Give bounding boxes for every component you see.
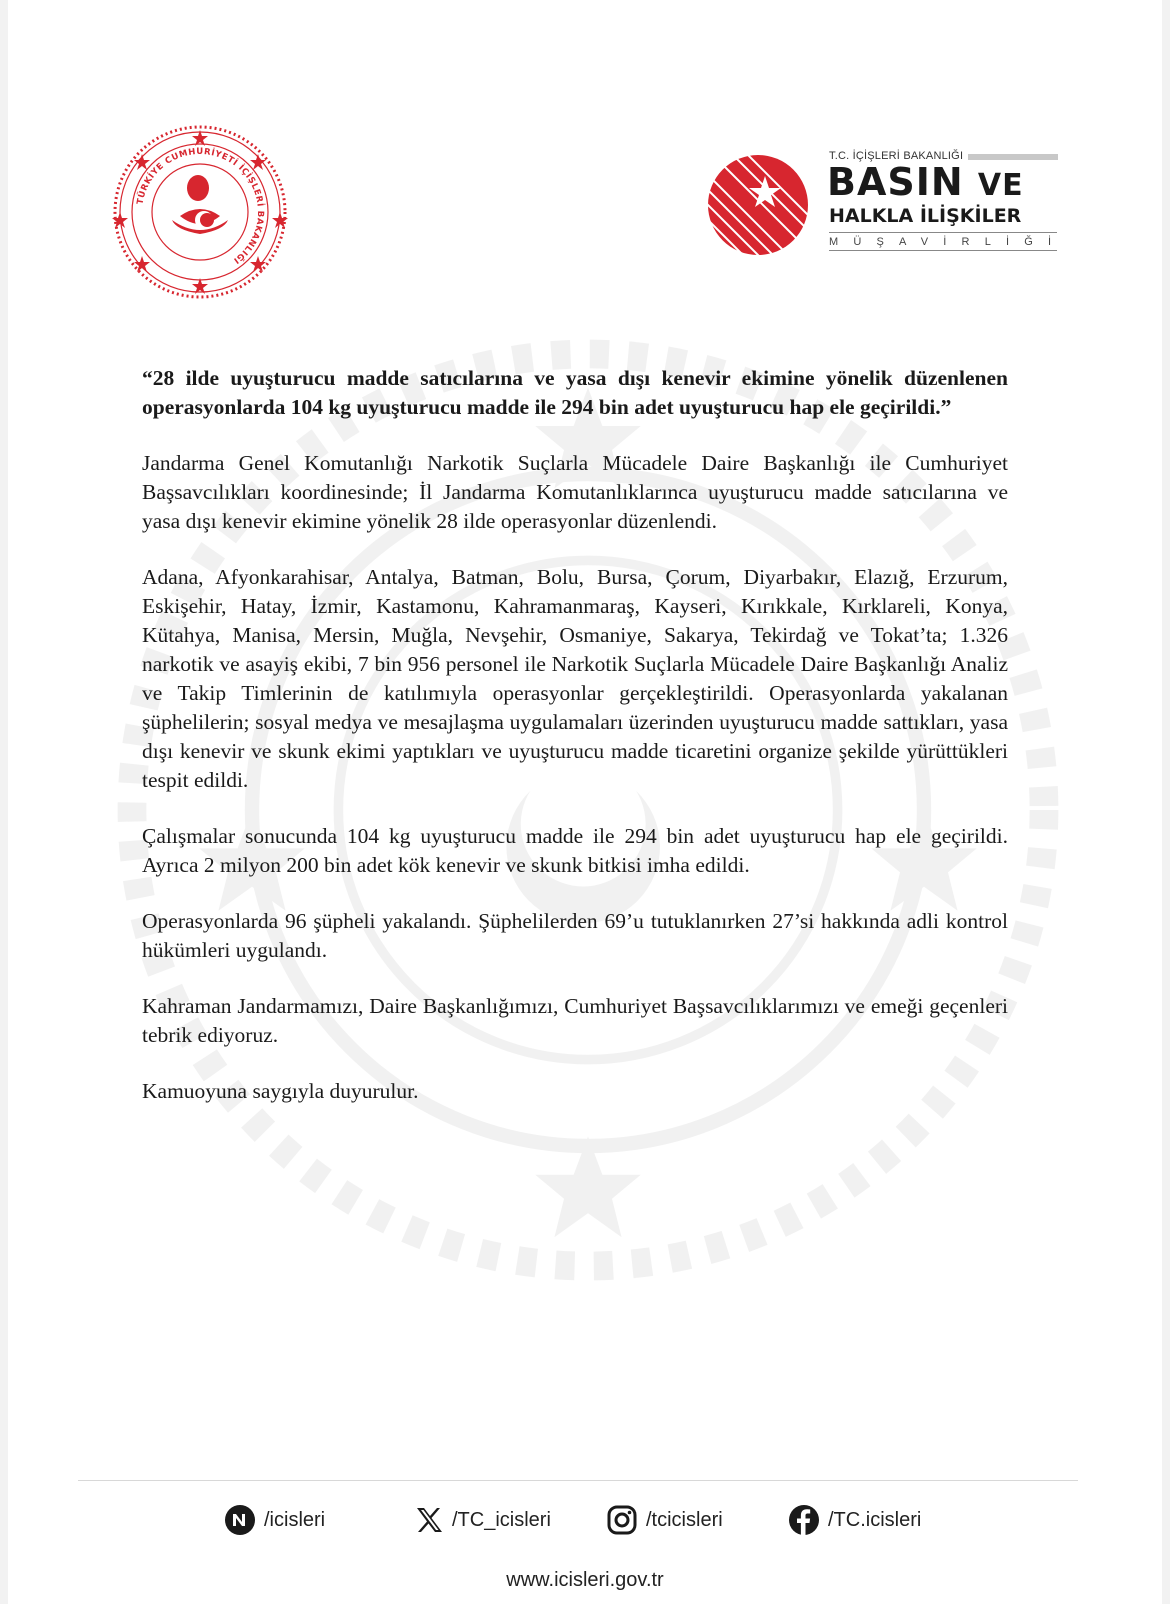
brand-ministry-label: T.C. İÇİŞLERİ BAKANLIĞI: [829, 150, 964, 162]
paragraph-1: Jandarma Genel Komutanlığı Narkotik Suçlarla Mücadele Daire Başkanlığı ile Cumhuriyet Başsavcılıkları koordinesinde; İl Jandarma Komutanlıklarınca uyuşturucu madde satıcılarına ve yasa dışı kenevir ekimine yönelik 28 ilde operasyonlar düzenlendi.: [142, 451, 1008, 533]
social-nsosyal[interactable]: [224, 1500, 325, 1540]
svg-text:TÜRKİYE CUMHURİYETİ İÇİŞLERİ B: TÜRKİYE CUMHURİYETİ İÇİŞLERİ BAKANLIĞI: [135, 146, 266, 266]
brand-subtitle: HALKLA İLİŞKİLER: [829, 205, 1022, 227]
social-facebook[interactable]: [788, 1500, 921, 1540]
facebook-icon: [788, 1504, 820, 1536]
social-handle: /icisleri: [264, 1508, 326, 1531]
paragraph-4: Operasyonlarda 96 şüpheli yakalandı. Şüphelilerden 69’u tutuklanırken 27’si hakkında adli kontrol hükümleri uygulandı.: [142, 909, 1008, 962]
headline: “28 ilde uyuşturucu madde satıcılarına ve yasa dışı kenevir ekimine yönelik düzenlenen operasyonlarda 104 kg uyuşturucu madde ile 294 bin adet uyuşturucu hap ele geçirildi.”: [142, 366, 1008, 419]
brand-title-main: BASIN: [827, 160, 964, 204]
footer-divider: [78, 1480, 1078, 1481]
brand-tagline: MÜŞAVİRLİĞİ: [829, 232, 1057, 251]
paragraph-5: Kahraman Jandarmamızı, Daire Başkanlığımızı, Cumhuriyet Başsavcılıklarımızı ve emeği geçenleri tebrik ediyoruz.: [142, 994, 1008, 1047]
press-release-page: [8, 0, 1162, 1604]
social-handle: /TC_icisleri: [452, 1508, 551, 1531]
brand-divider: [968, 154, 1058, 160]
nsosyal-icon: [224, 1504, 256, 1536]
social-handle: /tcicisleri: [646, 1508, 723, 1531]
paragraph-3: Çalışmalar sonucunda 104 kg uyuşturucu madde ile 294 bin adet uyuşturucu hap ele geçirildi. Ayrıca 2 milyon 200 bin adet kök kenevir ve skunk bitkisi imha edildi.: [142, 824, 1008, 877]
social-x[interactable]: [412, 1500, 551, 1540]
paragraph-2: Adana, Afyonkarahisar, Antalya, Batman, Bolu, Bursa, Çorum, Diyarbakır, Elazığ, Erzurum, Eskişehir, Hatay, İzmir, Kastamonu, Kahramanmaraş, Kayseri, Kırıkkale, Kırklareli, Konya, Kütahya, Manisa, Mersin, Muğla, Nevşehir, Osmaniye, Sakarya, Tekirdağ ve Tokat’ta; 1.326 narkotik ve asayiş ekibi, 7 bin 956 personel ile Narkotik Suçlarla Mücadele Daire Başkanlığı Analiz ve Takip Timlerinin de katılımıyla operasyonlar gerçekleştirildi. Operasyonlarda yakalanan şüphelilerin; sosyal medya ve mesajlaşma uygulamaları üzerinden uyuşturucu madde sattıkları, yasa dışı kenevir ve skunk ekimi yaptıkları ve uyuşturucu madde ticaretini organize şekilde yürüttükleri tespit edildi.: [142, 565, 1008, 792]
social-instagram[interactable]: [606, 1500, 723, 1540]
website-link[interactable]: www.icisleri.gov.tr: [506, 1569, 664, 1591]
instagram-icon: [606, 1504, 638, 1536]
brand-title: [827, 162, 1024, 206]
press-release-body: [142, 364, 1008, 1133]
brand-title-ve: VE: [977, 168, 1024, 203]
crescent-star-logo-icon: [703, 150, 813, 260]
ministry-seal-icon: [112, 124, 288, 300]
x-icon: [412, 1504, 444, 1536]
paragraph-6: Kamuoyuna saygıyla duyurulur.: [142, 1079, 419, 1103]
social-handle: /TC.icisleri: [828, 1508, 922, 1531]
press-office-logo: [703, 150, 1067, 260]
